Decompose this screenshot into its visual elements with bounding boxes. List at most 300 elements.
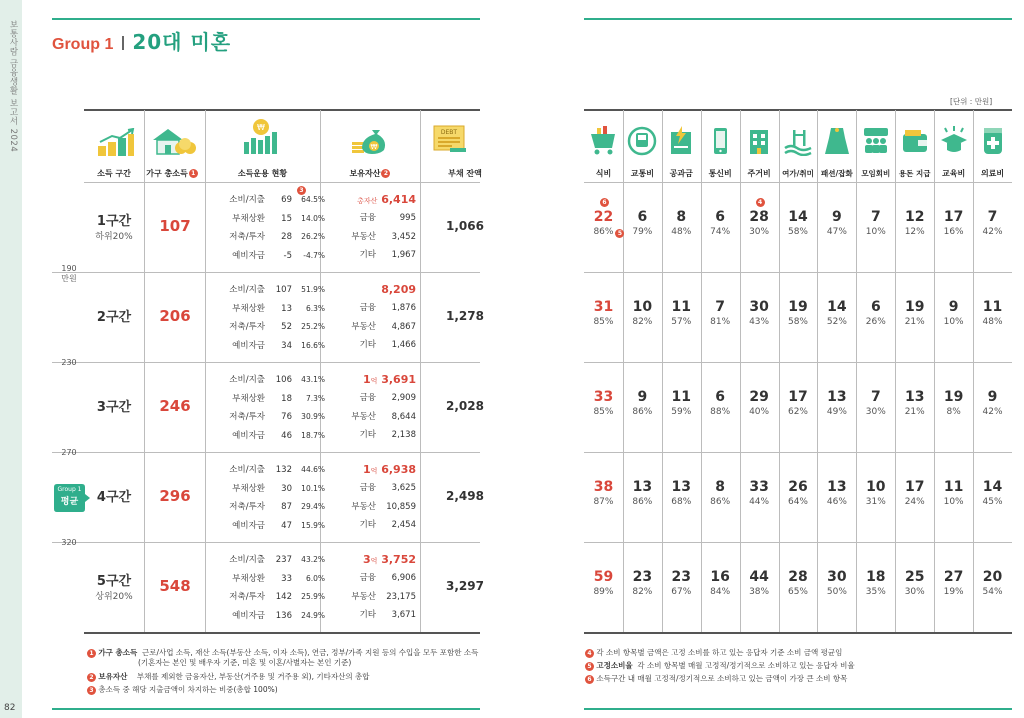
spend-amount: 6 <box>715 209 726 225</box>
debt-value: 1,066 <box>446 219 484 233</box>
phone-icon <box>705 126 735 160</box>
asset-label: 기타 <box>359 430 376 440</box>
spend-amount: 23 <box>671 569 691 585</box>
asset-label: 금융 <box>359 303 376 313</box>
household-income-value: 107 <box>159 217 191 235</box>
allocation-label: 부채상환 <box>232 213 265 224</box>
asset-label: 기타 <box>359 610 376 620</box>
utility-bill-icon <box>666 126 696 160</box>
spend-cell <box>817 209 856 238</box>
asset-total-value: 6,414 <box>381 193 416 206</box>
spend-amount: 8 <box>715 479 726 495</box>
allocation-percent: 25.9% <box>301 592 325 601</box>
row-label <box>84 486 144 505</box>
spend-cell <box>779 569 818 598</box>
asset-value: 3,452 <box>391 231 416 242</box>
spend-cell <box>934 569 973 598</box>
debt-document-icon <box>430 124 470 158</box>
spend-fixed-rate: 48% <box>671 227 692 237</box>
spend-fixed-rate: 38% <box>749 587 770 597</box>
allocation-percent: 64.5% <box>301 195 325 204</box>
spend-cell <box>662 209 701 238</box>
debt-value: 2,028 <box>446 399 484 413</box>
allocation-label: 부채상환 <box>232 303 265 314</box>
row-label <box>84 396 144 415</box>
row-name: 1구간 <box>96 214 132 229</box>
allocation-label: 부채상환 <box>232 573 265 584</box>
spend-fixed-rate: 47% <box>826 227 847 237</box>
spend-cell <box>856 569 895 598</box>
allocation-line <box>210 517 325 536</box>
spend-cell <box>701 479 740 508</box>
spend-cell <box>934 299 973 328</box>
right-col-rule <box>895 110 896 632</box>
header-assets-label: 보유자산 <box>349 169 381 178</box>
spend-fixed-rate: 88% <box>710 407 731 417</box>
spend-amount: 31 <box>593 299 614 315</box>
asset-line <box>322 569 420 588</box>
spend-header: 통신비 <box>708 169 732 178</box>
spend-header: 모임회비 <box>861 169 891 178</box>
spend-amount: 9 <box>948 299 959 315</box>
spend-amount: 7 <box>715 299 726 315</box>
spend-cell <box>740 299 779 328</box>
asset-line <box>322 606 420 625</box>
boundary-190 <box>54 264 84 284</box>
spend-amount: 19 <box>904 299 925 315</box>
spend-fixed-rate: 65% <box>787 587 808 597</box>
spend-fixed-rate: 82% <box>632 317 653 327</box>
spend-cell <box>934 479 973 508</box>
row-label <box>84 570 144 602</box>
asset-line <box>322 389 420 408</box>
spend-amount: 28 <box>749 209 769 225</box>
coin-growth-chart-icon <box>241 118 281 160</box>
spend-fixed-rate: 40% <box>749 407 770 417</box>
title-main: 20대 미혼 <box>132 30 232 54</box>
allocation-percent: 7.3% <box>305 393 325 403</box>
asset-label: 기타 <box>359 520 376 530</box>
assets-block <box>322 461 420 535</box>
left-row-rule <box>52 452 480 453</box>
spend-fixed-rate: 57% <box>671 317 692 327</box>
svg-text:₩: ₩ <box>257 123 265 132</box>
allocation-label: 예비자금 <box>232 520 265 531</box>
asset-total <box>322 551 420 569</box>
note-4-badge: 4 <box>585 649 594 658</box>
allocation-value: 28 <box>281 232 292 242</box>
allocation-percent: 26.2% <box>301 232 325 241</box>
asset-total-value: 8,209 <box>381 283 416 296</box>
row-label <box>84 210 144 242</box>
meeting-icon <box>861 126 891 160</box>
asset-total <box>322 461 420 479</box>
leisure-icon <box>783 126 813 160</box>
spend-amount: 13 <box>632 479 653 495</box>
spend-cell <box>779 299 818 328</box>
svg-text:DEBT: DEBT <box>440 129 458 136</box>
allocation-label: 저축/투자 <box>229 592 265 602</box>
spend-amount: 13 <box>827 479 847 495</box>
spend-amount: 6 <box>870 299 881 315</box>
allocation-value: 34 <box>281 340 292 351</box>
note-4-text: 각 소비 항목별 금액은 고정 소비를 하고 있는 응답자 기준 소비 금액 평균임 <box>596 648 843 657</box>
footnote-3-badge: 3 <box>297 186 306 195</box>
spend-amount: 8 <box>676 209 687 225</box>
boundary-320 <box>54 538 84 548</box>
spend-amount: 44 <box>749 569 769 585</box>
allocation-percent: 14.0% <box>301 213 325 223</box>
money-bag-coins-icon <box>350 124 390 160</box>
allocation-label: 부채상환 <box>232 483 265 494</box>
note-5-title: 고정소비율 <box>596 661 633 670</box>
spend-cell <box>895 479 934 508</box>
asset-value: 3,625 <box>391 483 416 493</box>
spend-cell <box>895 209 934 238</box>
spend-cell <box>973 569 1012 598</box>
asset-line <box>322 588 420 607</box>
allocation-value: 33 <box>281 573 292 584</box>
allocation-line <box>210 281 325 300</box>
asset-total-value: 6,938 <box>381 463 416 476</box>
spend-amount: 9 <box>832 209 842 225</box>
asset-value: 2,909 <box>391 393 416 403</box>
note-6-badge: 6 <box>585 675 594 684</box>
allocation-line <box>210 408 325 427</box>
spend-amount: 6 <box>637 209 648 225</box>
title-divider <box>122 36 124 50</box>
allocation-value: 142 <box>275 592 292 602</box>
allocation-value: 52 <box>281 322 292 332</box>
spend-cell <box>895 569 934 598</box>
allocation-block <box>210 281 325 355</box>
allocation-label: 저축/투자 <box>229 232 265 242</box>
spend-fixed-rate: 10% <box>943 497 964 507</box>
spend-amount: 9 <box>987 389 998 405</box>
allocation-value: 136 <box>275 610 292 621</box>
spend-cell <box>779 479 818 508</box>
allocation-line <box>210 337 325 356</box>
asset-total-hundred-millions: 3 <box>362 553 371 566</box>
spend-header: 교육비 <box>942 169 966 178</box>
asset-line <box>322 516 420 535</box>
allocation-block <box>210 371 325 445</box>
spend-cell <box>895 299 934 328</box>
allocation-value: -5 <box>283 250 292 261</box>
spend-amount: 33 <box>749 479 769 495</box>
header-income-range: 소득 구간 <box>97 169 131 178</box>
allocation-label: 소비/지출 <box>229 465 265 475</box>
left-row-rule <box>52 542 480 543</box>
asset-total <box>322 281 420 299</box>
spend-amount: 19 <box>943 389 964 405</box>
spend-fixed-rate: 87% <box>593 497 614 507</box>
spend-fixed-rate: 52% <box>826 317 847 327</box>
asset-line <box>322 408 420 427</box>
asset-label: 부동산 <box>351 591 376 602</box>
right-row-rule <box>584 542 1012 543</box>
right-col-rule <box>623 110 624 632</box>
footnote-2-badge: 2 <box>381 169 390 178</box>
allocation-value: 30 <box>281 483 292 494</box>
allocation-value: 106 <box>275 375 292 385</box>
spend-amount: 18 <box>866 569 886 585</box>
spend-fixed-rate: 30% <box>904 587 925 597</box>
spend-cell <box>662 389 701 418</box>
spend-cell <box>934 389 973 418</box>
household-income-value: 246 <box>159 397 191 415</box>
spend-amount: 7 <box>987 209 998 225</box>
spend-header: 식비 <box>595 169 612 178</box>
allocation-label: 소비/지출 <box>229 375 265 385</box>
spend-fixed-rate: 49% <box>826 407 847 417</box>
allocation-label: 소비/지출 <box>229 195 265 205</box>
spend-cell <box>817 389 856 418</box>
allocation-percent: 29.4% <box>301 502 325 511</box>
spend-amount: 10 <box>632 299 653 315</box>
note-1-title: 가구 총소득 <box>98 648 138 657</box>
note-1-text: 근로/사업 소득, 재산 소득(부동산 소득, 이자 소득), 연금, 정부/가족 지원 등의 수입을 모두 포함한 소득 <box>142 648 479 657</box>
spend-fixed-rate: 26% <box>865 317 886 327</box>
allocation-value: 107 <box>275 285 292 295</box>
page-title <box>52 26 231 55</box>
spend-cell <box>623 389 662 418</box>
spend-cell <box>662 299 701 328</box>
spend-header: 패션/잡화 <box>821 169 853 178</box>
asset-total <box>322 191 420 209</box>
spend-fixed-rate: 81% <box>710 317 731 327</box>
asset-line <box>322 228 420 247</box>
allocation-percent: -4.7% <box>303 250 325 260</box>
spend-amount: 11 <box>671 389 691 405</box>
row-label <box>84 306 144 325</box>
spend-amount: 14 <box>788 209 808 225</box>
spend-cell <box>856 389 895 418</box>
allocation-label: 예비자금 <box>232 430 265 441</box>
marker-group: Group 1 <box>57 486 82 493</box>
spend-header: 용돈 지급 <box>898 169 931 178</box>
spend-fixed-rate: 43% <box>749 317 770 327</box>
spend-cell <box>740 389 779 418</box>
spend-fixed-rate: 58% <box>787 317 808 327</box>
right-col-rule <box>817 110 818 632</box>
allocation-label: 저축/투자 <box>229 502 265 512</box>
spend-cell <box>623 479 662 508</box>
spend-amount: 17 <box>788 389 808 405</box>
asset-line <box>322 246 420 265</box>
allocation-percent: 15.9% <box>301 520 325 530</box>
spend-amount: 19 <box>788 299 808 315</box>
right-col-rule <box>934 110 935 632</box>
spend-fixed-rate: 89% <box>593 587 614 597</box>
spend-fixed-rate: 86% <box>632 497 653 507</box>
allocation-label: 저축/투자 <box>229 322 265 332</box>
spend-amount: 17 <box>943 209 964 225</box>
asset-label: 금융 <box>359 573 376 583</box>
debt-value: 3,297 <box>446 579 484 593</box>
allocation-value: 76 <box>281 412 292 422</box>
spend-fixed-rate: 46% <box>826 497 847 507</box>
spend-fixed-rate: 44% <box>749 497 770 507</box>
bottom-rule-right <box>584 708 1012 710</box>
spend-cell <box>584 569 623 598</box>
boundary-value: 190 <box>61 264 77 273</box>
allocation-line <box>210 210 325 229</box>
allocation-label: 예비자금 <box>232 340 265 351</box>
asset-value: 1,876 <box>391 303 416 313</box>
spend-fixed-rate: 12% <box>904 227 925 237</box>
allocation-line <box>210 480 325 499</box>
asset-line <box>322 479 420 498</box>
note-5-badge: 5 <box>585 662 594 671</box>
spend-fixed-rate: 74% <box>710 227 731 237</box>
cart-icon <box>588 126 618 160</box>
allocation-block <box>210 551 325 625</box>
spend-fixed-rate: 86% <box>593 227 614 237</box>
spend-amount: 59 <box>593 569 614 585</box>
asset-line <box>322 299 420 318</box>
education-icon <box>939 126 969 160</box>
allocation-percent: 44.6% <box>301 465 325 474</box>
debt-value: 1,278 <box>446 309 484 323</box>
note-5 <box>584 661 855 671</box>
left-row-rule <box>52 362 480 363</box>
allocation-line <box>210 390 325 409</box>
footnote-5-badge: 5 <box>615 229 624 238</box>
allocation-percent: 24.9% <box>301 610 325 620</box>
spend-fixed-rate: 50% <box>826 587 847 597</box>
fashion-icon <box>822 126 852 160</box>
row-sub: 상위20% <box>95 592 133 602</box>
asset-value: 4,867 <box>391 321 416 332</box>
footnote-1-badge: 1 <box>189 169 198 178</box>
spend-amount: 28 <box>788 569 808 585</box>
spend-cell <box>662 479 701 508</box>
spend-cell <box>740 209 779 238</box>
allocation-percent: 6.3% <box>305 303 325 313</box>
right-row-rule <box>584 272 1012 273</box>
allocation-percent: 51.9% <box>301 285 325 294</box>
allocation-value: 87 <box>281 502 292 512</box>
note-2 <box>86 672 369 682</box>
header-household-income <box>144 168 200 179</box>
spend-fixed-rate: 54% <box>982 587 1003 597</box>
allocation-line <box>210 228 325 247</box>
allocation-percent: 43.2% <box>301 555 325 564</box>
spend-amount: 33 <box>593 389 614 405</box>
row-name: 3구간 <box>96 400 132 415</box>
spend-amount: 7 <box>870 389 881 405</box>
asset-line <box>322 336 420 355</box>
asset-total-value: 3,752 <box>381 553 416 566</box>
allocation-label: 예비자금 <box>232 610 265 621</box>
allocation-label: 저축/투자 <box>229 412 265 422</box>
allocation-percent: 10.1% <box>301 483 325 493</box>
spend-fixed-rate: 79% <box>632 227 653 237</box>
asset-value: 10,859 <box>386 501 416 512</box>
right-col-rule <box>779 110 780 632</box>
spend-amount: 30 <box>827 569 847 585</box>
spend-cell <box>973 389 1012 418</box>
spend-fixed-rate: 67% <box>671 587 692 597</box>
allocation-label: 부채상환 <box>232 393 265 404</box>
spend-fixed-rate: 82% <box>632 587 653 597</box>
spend-fixed-rate: 31% <box>865 497 886 507</box>
spend-cell <box>662 569 701 598</box>
note-5-text: 각 소비 항목별 매월 고정적/정기적으로 소비하고 있는 응답자 비율 <box>637 661 855 670</box>
household-income-value: 206 <box>159 307 191 325</box>
spend-fixed-rate: 84% <box>710 587 731 597</box>
spend-amount: 10 <box>866 479 886 495</box>
right-col-rule <box>662 110 663 632</box>
allocation-line <box>210 607 325 626</box>
asset-value: 1,466 <box>391 340 416 350</box>
spend-fixed-rate: 35% <box>865 587 886 597</box>
asset-value: 995 <box>399 213 416 223</box>
note-3 <box>86 685 278 695</box>
spend-amount: 13 <box>827 389 847 405</box>
spend-cell <box>856 479 895 508</box>
spend-fixed-rate: 24% <box>904 497 925 507</box>
debt-value: 2,498 <box>446 489 484 503</box>
spend-cell <box>701 389 740 418</box>
allocation-value: 46 <box>281 430 292 441</box>
asset-label: 기타 <box>359 250 376 260</box>
asset-value: 6,906 <box>391 573 416 583</box>
note-2-badge: 2 <box>87 673 96 682</box>
note-6-text: 소득구간 내 매월 고정적/정기적으로 소비하고 있는 금액이 가장 큰 소비 항목 <box>596 674 848 683</box>
spend-fixed-rate: 21% <box>904 317 925 327</box>
allocation-block <box>210 191 325 265</box>
allocation-line <box>210 247 325 266</box>
spend-amount: 30 <box>749 299 769 315</box>
bottom-rule-left <box>52 708 480 710</box>
allocation-value: 13 <box>281 303 292 314</box>
asset-label: 기타 <box>359 340 376 350</box>
note-4 <box>584 648 842 658</box>
spend-cell <box>584 389 623 418</box>
allocation-value: 15 <box>281 213 292 224</box>
page-number: 82 <box>4 703 16 713</box>
row-name: 4구간 <box>96 490 132 505</box>
left-col-rule <box>420 110 421 632</box>
spend-amount: 11 <box>943 479 964 495</box>
right-col-rule <box>701 110 702 632</box>
spend-fixed-rate: 48% <box>982 317 1003 327</box>
spend-amount: 9 <box>637 389 648 405</box>
spend-cell <box>973 299 1012 328</box>
spend-cell <box>701 209 740 238</box>
spend-fixed-rate: 85% <box>593 407 614 417</box>
footnote-4-badge: 4 <box>756 198 765 207</box>
allocation-percent: 16.6% <box>301 340 325 350</box>
spend-amount: 17 <box>904 479 925 495</box>
spend-cell <box>623 209 662 238</box>
boundary-value: 230 <box>61 358 77 367</box>
spend-fixed-rate: 58% <box>787 227 808 237</box>
spend-amount: 11 <box>671 299 691 315</box>
left-col-rule <box>144 110 145 632</box>
spend-amount: 7 <box>870 209 881 225</box>
asset-total-hundred-millions: 1 <box>362 463 371 476</box>
spend-fixed-rate: 68% <box>671 497 692 507</box>
right-row-rule <box>584 362 1012 363</box>
spend-amount: 13 <box>671 479 691 495</box>
spend-cell <box>779 209 818 238</box>
allocation-label: 예비자금 <box>232 250 265 261</box>
assets-block <box>322 281 420 355</box>
boundary-230 <box>54 358 84 368</box>
